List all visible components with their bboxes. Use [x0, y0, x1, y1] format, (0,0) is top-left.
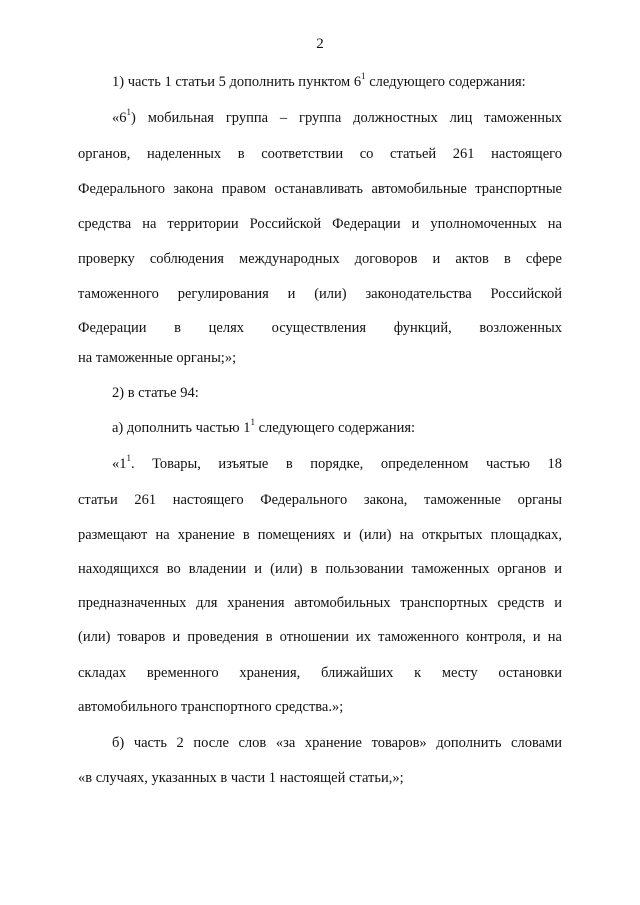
- text-line-8: Федерации в целях осуществления функций, возложенных: [78, 320, 562, 336]
- text-line-18: складах временного хранения, ближайших к месту остановки: [78, 665, 562, 681]
- text-line-1: [112, 73, 562, 91]
- page-number: 2: [316, 36, 324, 52]
- text-line-2-pre: «6: [112, 110, 127, 126]
- text-line-6: проверку соблюдения международных договоров и актов в сфере: [78, 251, 562, 267]
- text-line-1-pre: 1) часть 1 статьи 5 дополнить пунктом 6: [112, 74, 362, 90]
- text-line-12: [112, 455, 562, 473]
- superscript-12: 1: [126, 453, 131, 464]
- superscript-2: 1: [126, 107, 131, 118]
- text-line-2: [112, 109, 562, 127]
- text-line-19: автомобильного транспортного средства.»;: [78, 699, 344, 715]
- text-line-20: б) часть 2 после слов «за хранение товаров» дополнить словами: [112, 735, 562, 751]
- text-line-12-pre: «1: [112, 456, 127, 472]
- text-line-13: статьи 261 настоящего Федерального закона, таможенные органы: [78, 492, 562, 508]
- text-line-5: средства на территории Российской Федерации и уполномоченных на: [78, 216, 562, 232]
- text-line-9: на таможенные органы;»;: [78, 350, 237, 366]
- text-line-11-post: следующего содержания:: [255, 420, 416, 436]
- text-line-4: Федерального закона правом останавливать автомобильные транспортные: [78, 181, 562, 197]
- text-line-21: «в случаях, указанных в части 1 настоящей статьи,»;: [78, 770, 404, 786]
- text-line-3: органов, наделенных в соответствии со статьей 261 настоящего: [78, 146, 562, 162]
- text-line-1-post: следующего содержания:: [365, 74, 526, 90]
- text-line-15: находящихся во владении и (или) в пользовании таможенных органов и: [78, 561, 562, 577]
- text-line-7: таможенного регулирования и (или) законодательства Российской: [78, 286, 562, 302]
- text-line-10: 2) в статье 94:: [112, 385, 199, 401]
- text-line-16: предназначенных для хранения автомобильных транспортных средств и: [78, 595, 562, 611]
- text-line-14: размещают на хранение в помещениях и (или) на открытых площадках,: [78, 527, 562, 543]
- superscript-11: 1: [250, 417, 255, 428]
- text-line-12-post: . Товары, изъятые в порядке, определенном частью 18: [131, 456, 562, 472]
- text-line-11: [112, 419, 562, 437]
- superscript-1: 1: [361, 71, 366, 82]
- text-line-17: (или) товаров и проведения в отношении их таможенного контроля, и на: [78, 629, 562, 645]
- text-line-11-pre: а) дополнить частью 1: [112, 420, 251, 436]
- text-line-2-post: ) мобильная группа – группа должностных лиц таможенных: [131, 110, 562, 126]
